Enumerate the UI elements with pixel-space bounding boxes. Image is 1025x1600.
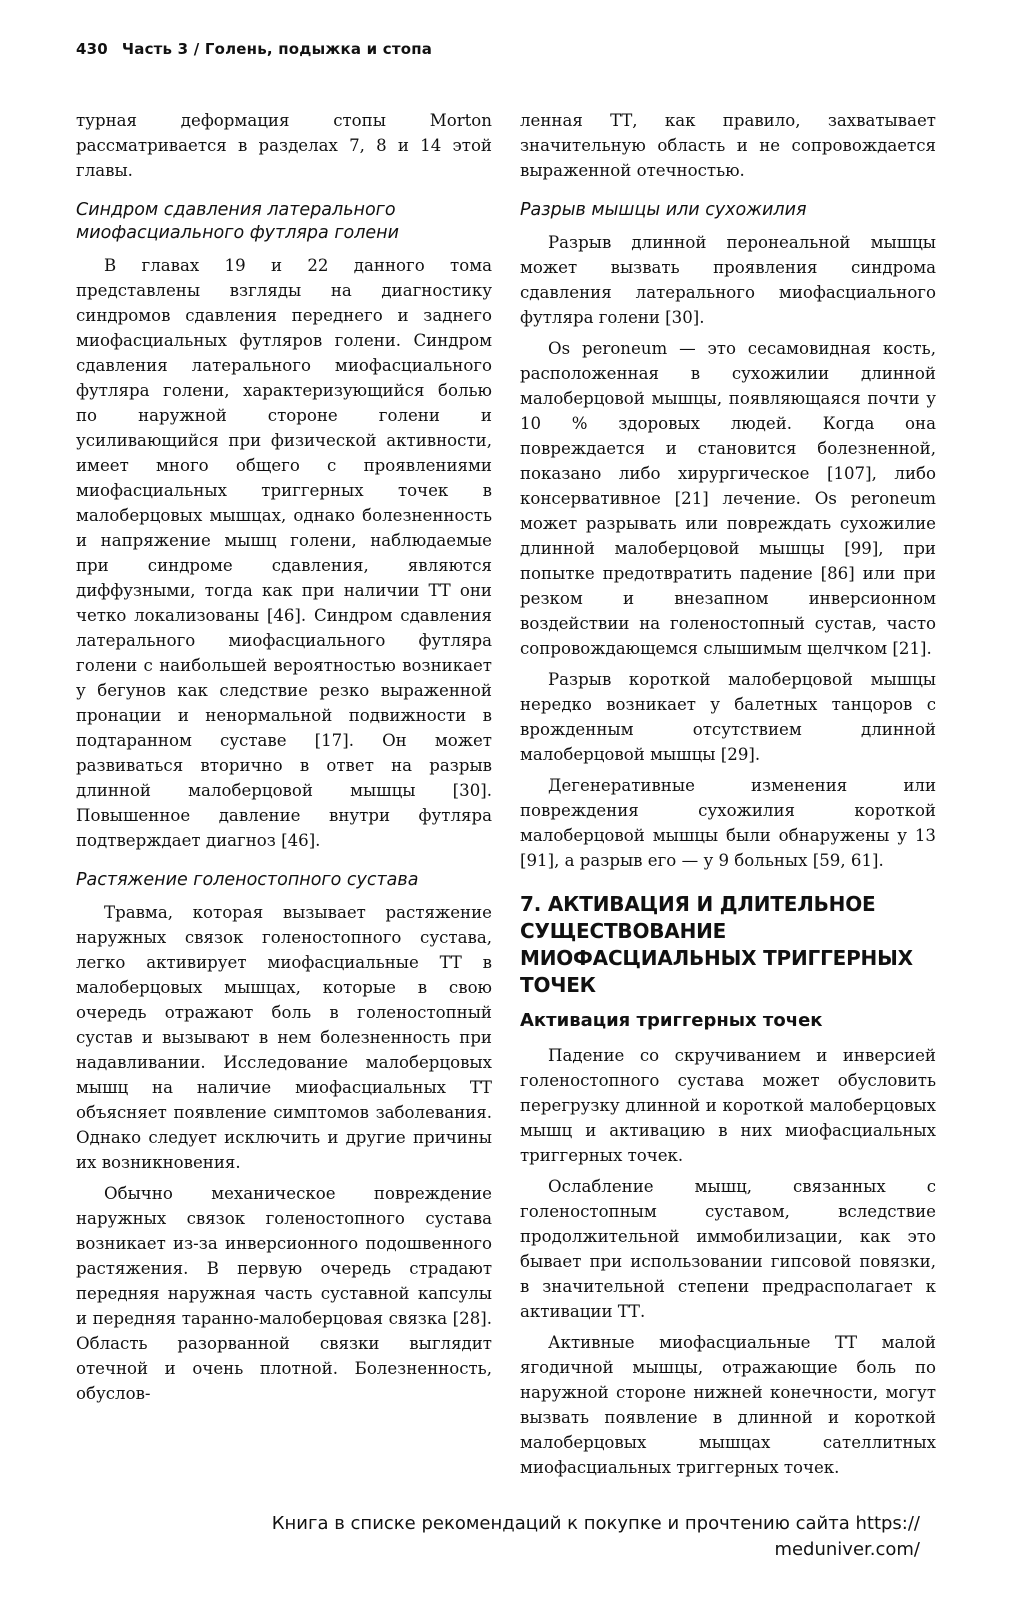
- right-column: [520, 108, 936, 1486]
- paragraph-rupture-4: Дегенеративные изменения или повреждения сухожилия короткой малоберцовой мышцы были обнаружены у 13 [91], а разрыв его — у 9 больных [59, 61].: [520, 776, 936, 870]
- section-heading-activation: 7. АКТИВАЦИЯ И ДЛИТЕЛЬНОЕ СУЩЕСТВОВАНИЕ МИОФАСЦИАЛЬНЫХ ТРИГГЕРНЫХ ТОЧЕК: [520, 892, 913, 997]
- heading-ankle-sprain: Растяжение голеностопного сустава: [76, 870, 419, 890]
- paragraph-intro: турная деформация стопы Morton рассматривается в разделах 7, 8 и 14 этой главы.: [76, 111, 492, 180]
- footer-line-2: meduniver.com/: [774, 1539, 920, 1560]
- subheading-trigger-activation: Активация триггерных точек: [520, 1010, 823, 1031]
- paragraph-compartment-syndrome: В главах 19 и 22 данного тома представлены взгляды на диагностику синдромов сдавления переднего и заднего миофасциальных футляров голени. Синдром сдавления латерального миофасциального футляра голени, характеризующийся болью по наружной стороне голени и усиливающийся при физической активности, имеет много общего с проявлениями миофасциальных триггерных точек в малоберцовых мышцах, однако болезненность и напряжение мышц голени, наблюдаемые при синдроме сдавления, являются диффузными, тогда как при наличии ТТ они четко локализованы [46]. Синдром сдавления латерального миофасциального футляра голени с наибольшей вероятностью возникает у бегунов как следствие резко выраженной пронации и ненормальной подвижности в подтаранном суставе [17]. Он может развиваться вторично в ответ на разрыв длинной малоберцовой мышцы [30]. Повышенное давление внутри футляра подтверждает диагноз [46].: [76, 256, 492, 850]
- footer-line-1: Книга в списке рекомендаций к покупке и прочтению сайта https://: [271, 1513, 920, 1534]
- heading-compartment-syndrome: Синдром сдавления латерального миофасциального футляра голени: [76, 200, 399, 243]
- paragraph-activation-3: Активные миофасциальные ТТ малой ягодичной мышцы, отражающие боль по наружной стороне нижней конечности, могут вызвать появление в длинной и короткой малоберцовых мышцах сателлитных миофасциальных триггерных точек.: [520, 1333, 936, 1477]
- page-number: 430: [76, 40, 108, 58]
- left-column: [76, 108, 492, 1412]
- paragraph-rupture-2: Os peroneum — это сесамовидная кость, расположенная в сухожилии длинной малоберцовой мышцы, появляющаяся почти у 10 % здоровых людей. Когда она повреждается и становится болезненной, показано либо хирургическое [107], либо консервативное [21] лечение. Os peroneum может разрывать или повреждать сухожилие длинной малоберцовой мышцы [99], при попытке предотвратить падение [86] или при резком и внезапном инверсионном воздействии на голеностопный сустав, часто сопровождающемся слышимым щелчком [21].: [520, 339, 936, 658]
- paragraph-ankle-sprain-2: Обычно механическое повреждение наружных связок голеностопного сустава возникает из-за инверсионного подошвенного растяжения. В первую очередь страдают передняя наружная часть суставной капсулы и передняя таранно-малоберцовая связка [28]. Область разорванной связки выглядит отечной и очень плотной. Болезненность, обуслов-: [76, 1184, 492, 1403]
- footer-watermark: [120, 1511, 920, 1563]
- paragraph-continuation: ленная ТТ, как правило, захватывает значительную область и не сопровождается выраженной отечностью.: [520, 111, 936, 180]
- running-header: [76, 40, 432, 58]
- paragraph-activation-2: Ослабление мышц, связанных с голеностопным суставом, вследствие продолжительной иммобилизации, как это бывает при использовании гипсовой повязки, в значительной степени предрасполагает к активации ТТ.: [520, 1177, 936, 1321]
- paragraph-activation-1: Падение со скручиванием и инверсией голеностопного сустава может обусловить перегрузку длинной и короткой малоберцовых мышц и активацию в них миофасциальных триггерных точек.: [520, 1046, 936, 1165]
- running-title: Часть 3 / Голень, подыжка и стопа: [121, 40, 433, 58]
- paragraph-ankle-sprain-1: Травма, которая вызывает растяжение наружных связок голеностопного сустава, легко активирует миофасциальные ТТ в малоберцовых мышцах, которые в свою очередь отражают боль в голеностопный сустав и вызывают в нем болезненность при надавливании. Исследование малоберцовых мышц на наличие миофасциальных ТТ объясняет появление симптомов заболевания. Однако следует исключить и другие причины их возникновения.: [76, 903, 492, 1172]
- paragraph-rupture-1: Разрыв длинной перонеальной мышцы может вызвать проявления синдрома сдавления латерального миофасциального футляра голени [30].: [520, 233, 936, 327]
- paragraph-rupture-3: Разрыв короткой малоберцовой мышцы нередко возникает у балетных танцоров с врожденным отсутствием длинной малоберцовой мышцы [29].: [520, 670, 936, 764]
- heading-muscle-rupture: Разрыв мышцы или сухожилия: [520, 200, 807, 220]
